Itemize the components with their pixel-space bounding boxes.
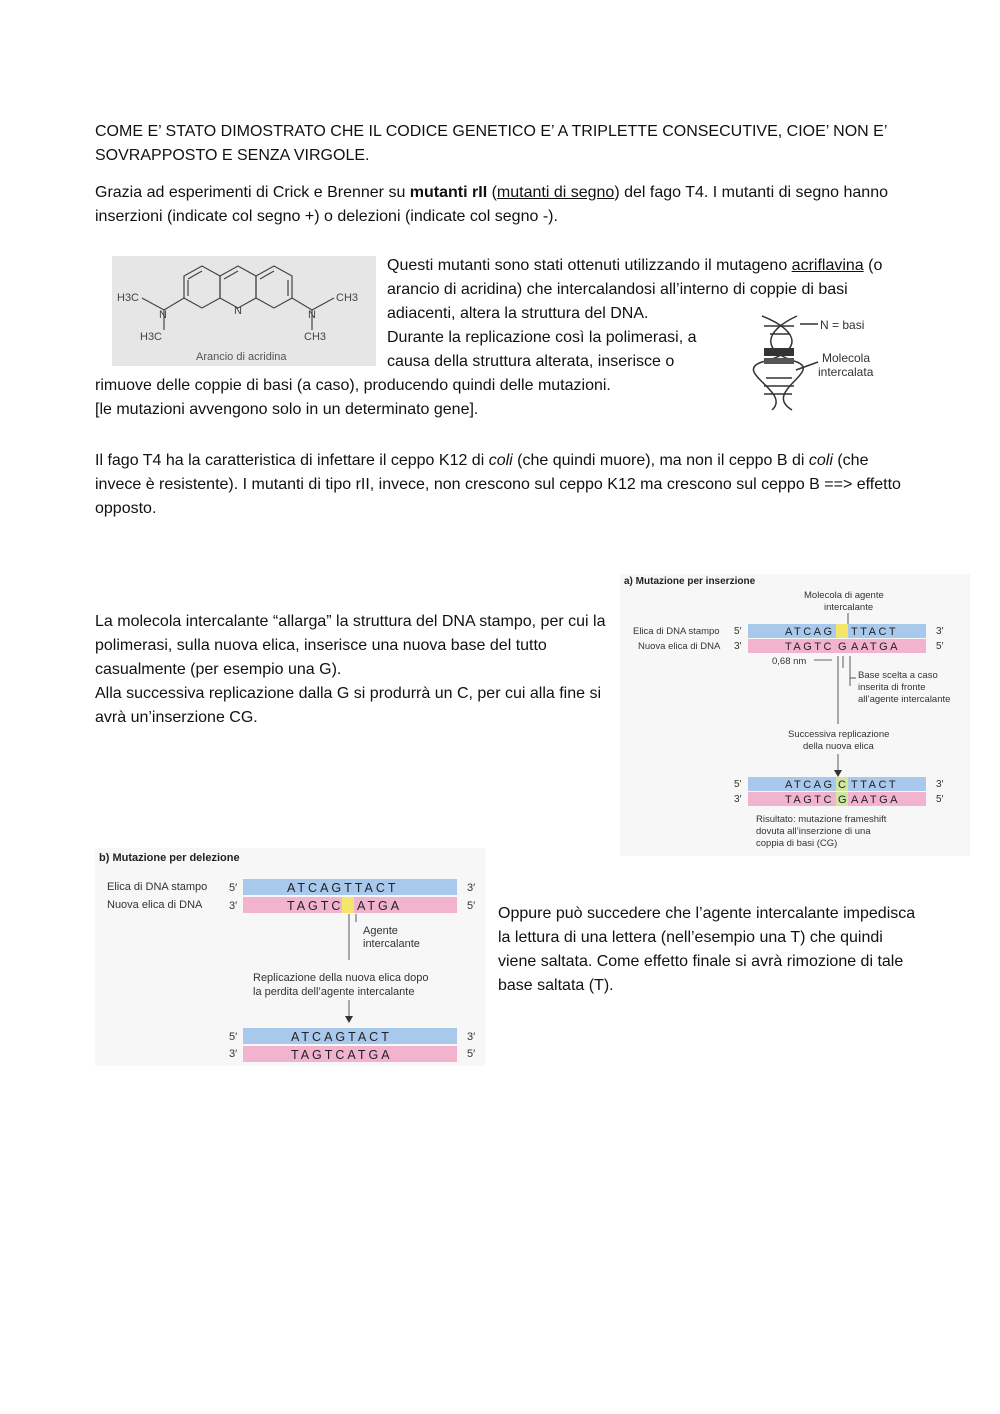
fig-a-result-top-right: TTACT bbox=[851, 779, 899, 791]
intro-paragraph bbox=[95, 181, 925, 229]
fig-a-result-bot-left: TAGTC bbox=[785, 794, 834, 806]
fig-a-title: a) Mutazione per inserzione bbox=[624, 576, 756, 587]
left-n-label: N bbox=[159, 309, 167, 321]
fig-a-template-right: TTACT bbox=[851, 626, 899, 638]
fig-b-five-prime-3: 5′ bbox=[229, 1031, 238, 1043]
fig-a-result-bot-right: AATGA bbox=[851, 794, 900, 806]
acri-line-1: rimuove delle coppie di basi (a caso), producendo quindi delle mutazioni. bbox=[95, 377, 611, 394]
fig-a-base-label-3: all’agente intercalante bbox=[858, 694, 951, 705]
left-methyl-top: H3C bbox=[117, 292, 140, 304]
insertion-diagram bbox=[620, 574, 970, 856]
ring-n-label: N bbox=[234, 305, 242, 317]
deletion-paragraph: Oppure può succedere che l’agente intercalante impedisca la lettura di una lettera (nell’esempio una T) che quindi viene saltata. Come effetto finale si avrà rimozione di tale base saltata (T). bbox=[498, 905, 916, 994]
fig-b-result-bottom: TAGTCATGA bbox=[291, 1048, 393, 1062]
deletion-mutation-figure bbox=[95, 848, 485, 1066]
page-title bbox=[95, 120, 915, 168]
fig-b-three-prime-1: 3′ bbox=[467, 882, 476, 894]
intro-underlined-term: mutanti di segno bbox=[496, 184, 615, 201]
title-line-2: SOVRAPPOSTO E SENZA VIRGOLE. bbox=[95, 147, 370, 164]
phage-text-1: Il fago T4 ha la caratteristica di infettare il ceppo K12 di bbox=[95, 452, 489, 469]
fig-a-new-left: TAGTC bbox=[785, 641, 834, 653]
helix-label-bases: N = basi bbox=[820, 318, 865, 332]
fig-b-agent-1: Agente bbox=[363, 925, 398, 937]
fig-a-result-2: dovuta all’inserzione di una bbox=[756, 826, 871, 837]
acri-text-2: (o arancio di acridina) che intercalandosi all’interno di coppie di basi adiacenti, altera la struttura del DNA. bbox=[387, 257, 883, 322]
fig-b-three-prime-3: 3′ bbox=[467, 1031, 476, 1043]
fig-b-agent-2: intercalante bbox=[363, 938, 420, 950]
deletion-diagram bbox=[95, 848, 485, 1066]
fig-a-three-prime-4: 3′ bbox=[734, 794, 742, 805]
fig-b-replication-1: Replicazione della nuova elica dopo bbox=[253, 972, 429, 984]
acridine-structure bbox=[112, 256, 376, 366]
fig-a-five-prime-1: 5′ bbox=[734, 626, 742, 637]
fig-a-five-prime-3: 5′ bbox=[734, 779, 742, 790]
fig-b-intercalant-mark bbox=[342, 897, 354, 913]
left-methyl-bottom: H3C bbox=[140, 331, 163, 343]
insertion-mutation-figure bbox=[620, 574, 970, 856]
fig-b-new-label: Nuova elica di DNA bbox=[107, 899, 203, 911]
acri-line-2: [le mutazioni avvengono solo in un determinato gene]. bbox=[95, 401, 479, 418]
fig-b-five-prime-4: 5′ bbox=[467, 1048, 476, 1060]
fig-a-replication-1: Successiva replicazione bbox=[788, 729, 890, 740]
fig-a-replication-2: della nuova elica bbox=[803, 741, 874, 752]
fig-a-result-top-left: ATCAG bbox=[785, 779, 835, 791]
fig-a-result-3: coppia di basi (CG) bbox=[756, 838, 838, 849]
fig-a-new-label: Nuova elica di DNA bbox=[638, 641, 721, 652]
insertion-text-2: Alla successiva replicazione dalla G si produrrà un C, per cui alla fine si avrà un’inserzione CG. bbox=[95, 685, 602, 726]
fig-b-three-prime-2: 3′ bbox=[229, 900, 238, 912]
insertion-paragraph bbox=[95, 610, 615, 730]
phage-italic-2: coli bbox=[808, 452, 833, 469]
intro-text-1: Grazia ad esperimenti di Crick e Brenner su bbox=[95, 184, 410, 201]
helix-label-molecule: Molecola bbox=[822, 351, 871, 365]
fig-a-five-prime-4: 5′ bbox=[936, 794, 944, 805]
fig-a-agent-label-2: intercalante bbox=[824, 602, 874, 613]
fig-a-five-prime-2: 5′ bbox=[936, 641, 944, 652]
fig-a-new-right: AATGA bbox=[851, 641, 900, 653]
intercalation-helix-figure bbox=[752, 312, 886, 414]
title-line-1: COME E’ STATO DIMOSTRATO CHE IL CODICE GENETICO E’ A TRIPLETTE CONSECUTIVE, CIOE’ NON E’ bbox=[95, 123, 888, 140]
fig-a-template-label: Elica di DNA stampo bbox=[633, 626, 720, 637]
acriflavina-paragraph-2: Durante la replicazione così la polimerasi, a causa della struttura alterata, inserisce o bbox=[387, 329, 697, 370]
molecule-caption: Arancio di acridina bbox=[196, 351, 287, 363]
insertion-text-1: La molecola intercalante “allarga” la struttura del DNA stampo, per cui la polimerasi, sulla nuova elica, inserisce una nuova base del tutto casualmente (per esempio una G). bbox=[95, 613, 606, 678]
fig-b-five-prime-1: 5′ bbox=[229, 882, 238, 894]
right-methyl-top: CH3 bbox=[336, 292, 359, 304]
fig-a-intercalant-mark bbox=[836, 624, 848, 638]
fig-b-title: b) Mutazione per delezione bbox=[99, 852, 240, 864]
right-n-label: N bbox=[308, 309, 316, 321]
fig-a-distance: 0,68 nm bbox=[772, 656, 807, 667]
fig-a-three-prime-2: 3′ bbox=[734, 641, 742, 652]
helix-drawing bbox=[752, 312, 886, 414]
fig-a-result-top-mid: C bbox=[838, 779, 846, 791]
fig-a-agent-label-1: Molecola di agente bbox=[804, 590, 884, 601]
intro-paren: ( bbox=[487, 184, 497, 201]
acriflavina-paragraph-3 bbox=[95, 374, 735, 422]
intro-bold-term: mutanti rII bbox=[409, 184, 488, 201]
fig-b-result-top: ATCAGTACT bbox=[291, 1030, 392, 1044]
phage-italic-1: coli bbox=[488, 452, 513, 469]
fig-a-base-label-1: Base scelta a caso bbox=[858, 670, 938, 681]
helix-label-intercalated: intercalata bbox=[818, 365, 874, 379]
acri-underlined-term: acriflavina bbox=[791, 257, 864, 274]
acridine-molecule-figure bbox=[112, 256, 376, 366]
fig-b-new-left: TAGTC bbox=[287, 899, 344, 913]
fig-a-three-prime-1: 3′ bbox=[936, 626, 944, 637]
fig-b-template-label: Elica di DNA stampo bbox=[107, 881, 208, 893]
fig-b-replication-2: la perdita dell’agente intercalante bbox=[253, 986, 415, 998]
acri-text-1: Questi mutanti sono stati ottenuti utilizzando il mutageno bbox=[387, 257, 792, 274]
phage-paragraph bbox=[95, 449, 915, 521]
fig-b-three-prime-4: 3′ bbox=[229, 1048, 238, 1060]
intro-text-2: ) del fago T4. I mutanti di segno hanno inserzioni (indicate col segno +) o delezioni (indicate col segno -). bbox=[95, 184, 888, 225]
right-methyl-bottom: CH3 bbox=[304, 331, 327, 343]
fig-a-result-1: Risultato: mutazione frameshift bbox=[756, 814, 887, 825]
fig-a-three-prime-3: 3′ bbox=[936, 779, 944, 790]
fig-a-new-mid: G bbox=[838, 641, 847, 653]
phage-text-2: (che quindi muore), ma non il ceppo B di bbox=[512, 452, 809, 469]
fig-b-five-prime-2: 5′ bbox=[467, 900, 476, 912]
phage-text-3: (che invece è resistente). I mutanti di tipo rII, invece, non crescono sul ceppo K12 ma crescono sul ceppo B ==> effetto opposto. bbox=[95, 452, 901, 517]
fig-a-base-label-2: inserita di fronte bbox=[858, 682, 926, 693]
fig-a-result-bot-mid: G bbox=[838, 794, 847, 806]
fig-b-new-right: ATGA bbox=[357, 899, 403, 913]
fig-a-template-left: ATCAG bbox=[785, 626, 835, 638]
fig-b-template-seq: ATCAGTTACT bbox=[287, 881, 399, 895]
